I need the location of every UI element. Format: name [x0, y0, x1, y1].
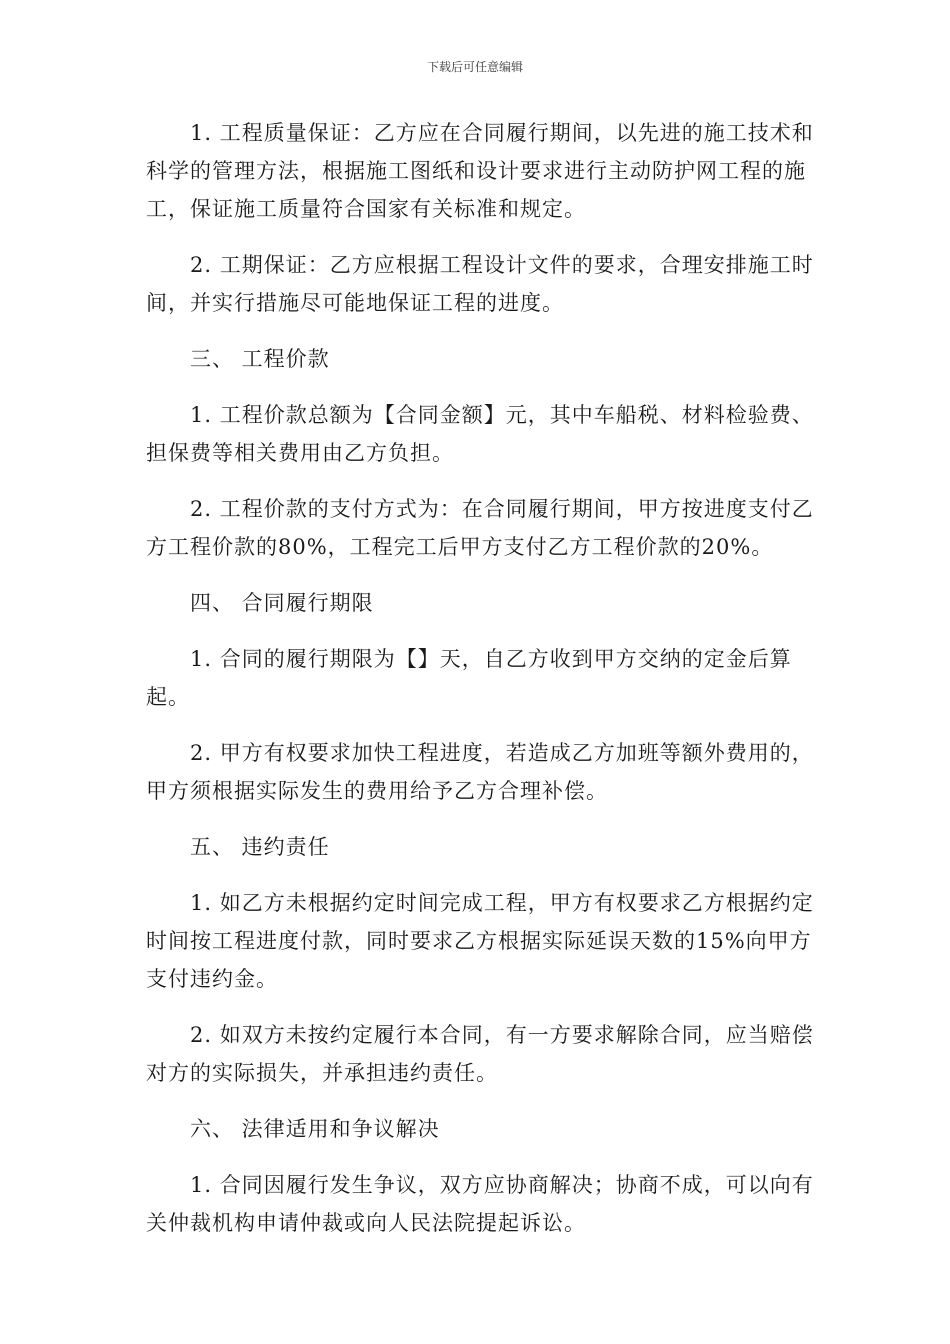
clause-dispute-resolution: 1. 合同因履行发生争议，双方应协商解决；协商不成，可以向有关仲裁机构申请仲裁或向人民法院提起诉讼。	[146, 1173, 814, 1235]
clause-acceleration: 2. 甲方有权要求加快工程进度，若造成乙方加班等额外费用的，甲方须根据实际发生的费用给予乙方合理补偿。	[146, 741, 814, 803]
section-heading-dispute: 六、 法律适用和争议解决	[190, 1117, 440, 1141]
clause-schedule-guarantee: 2. 工期保证：乙方应根据工程设计文件的要求，合理安排施工时间，并实行措施尽可能地保证工程的进度。	[146, 253, 814, 315]
clause-quality-guarantee: 1. 工程质量保证：乙方应在合同履行期间，以先进的施工技术和科学的管理方法，根据施工图纸和设计要求进行主动防护网工程的施工，保证施工质量符合国家有关标准和规定。	[146, 121, 814, 221]
clause-price-total: 1. 工程价款总额为【合同金额】元，其中车船税、材料检验费、担保费等相关费用由乙方负担。	[146, 403, 814, 465]
clause-breach: 2. 如双方未按约定履行本合同，有一方要求解除合同，应当赔偿对方的实际损失，并承担违约责任。	[146, 1023, 814, 1085]
section-heading-term: 四、 合同履行期限	[190, 591, 374, 615]
section-heading-liability: 五、 违约责任	[190, 835, 330, 859]
clause-payment-method: 2. 工程价款的支付方式为：在合同履行期间，甲方按进度支付乙方工程价款的80%，工程完工后甲方支付乙方工程价款的20%。	[146, 497, 814, 559]
page-header-note: 下载后可任意编辑	[426, 60, 523, 74]
clause-delay-penalty: 1. 如乙方未根据约定时间完成工程，甲方有权要求乙方根据约定时间按工程进度付款，同时要求乙方根据实际延误天数的15%向甲方支付违约金。	[146, 891, 814, 991]
document-body	[146, 114, 814, 1260]
clause-term-duration: 1. 合同的履行期限为【】天，自乙方收到甲方交纳的定金后算起。	[146, 647, 792, 709]
section-heading-price: 三、 工程价款	[190, 347, 330, 371]
